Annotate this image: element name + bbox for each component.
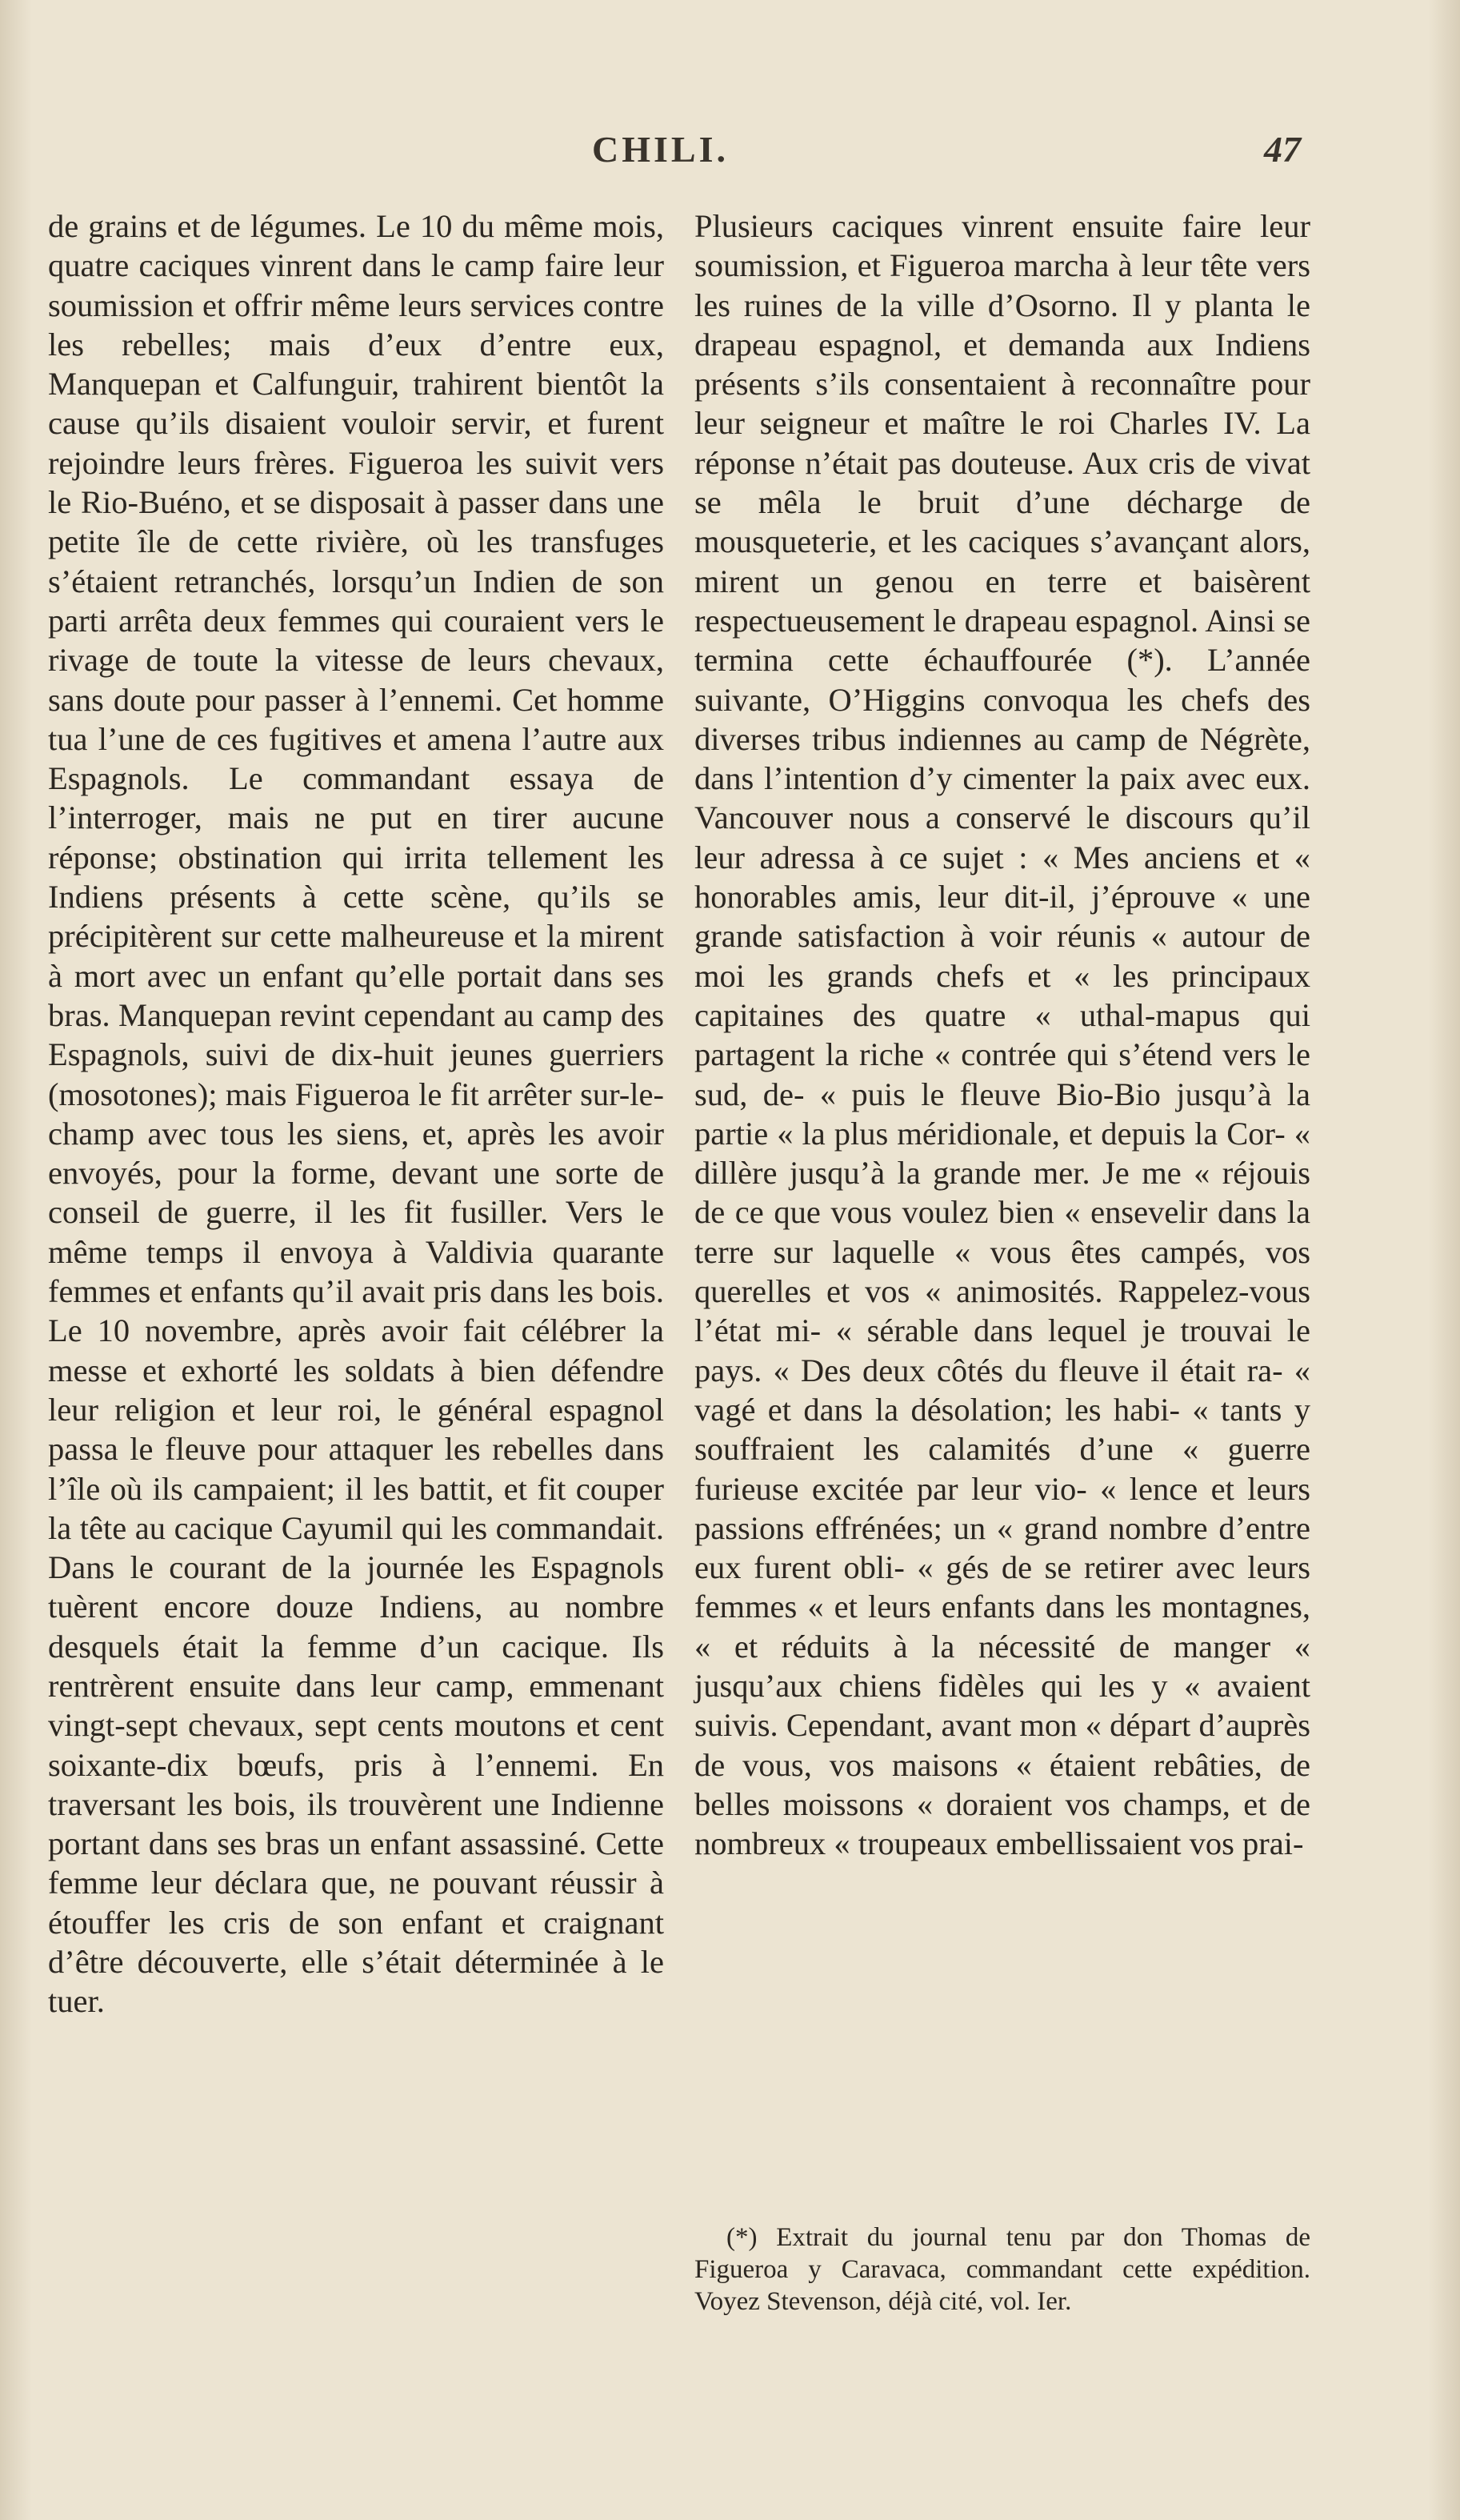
right-column-text: Plusieurs caciques vinrent ensuite faire leur soumission, et Figueroa marcha à leur tête vers les ruines de la ville d’Osorno. Il y planta le drapeau espagnol, et demanda aux Indiens présents s’ils consentaient à reconnaître pour leur seigneur et maître le roi Charles IV. La réponse n’était pas douteuse. Aux cris de vivat se mêla le bruit d’une décharge de mousqueterie, et les caciques s’avançant alors, mirent un genou en terre et baisèrent respectueusement le drapeau espagnol. Ainsi se termina cette échauffourée (*). L’année suivante, O’Higgins convoqua les chefs des diverses tribus indiennes au camp de Négrète, dans l’intention d’y cimenter la paix avec eux. Vancouver nous a conservé le discours qu’il leur adressa à ce sujet : « Mes anciens et « honorables amis, leur dit-il, j’éprouve « une grande satisfaction à voir réunis « autour de moi les grands chefs et « les principaux capitaines des quatre « uthal-mapus qui partagent la riche « contrée qui s’étend vers le sud, de- « puis le fleuve Bio-Bio jusqu’à la partie « la plus méridionale, et depuis la Cor- « dillère jusqu’à la grande mer. Je me « réjouis de ce que vous voulez bien « ensevelir dans la terre sur laquelle « vous êtes campés, vos querelles et vos « animosités. Rappelez-vous l’état mi- « sérable dans lequel je trouvai le pays. « Des deux côtés du fleuve il était ra- « vagé et dans la désolation; les habi- « tants y souffraient les calamités d’une « guerre furieuse excitée par leur vio- « lence et leurs passions effrénées; un « grand nombre d’entre eux furent obli- « gés de se retirer avec leurs femmes « et leurs enfants dans les montagnes, « et réduits à la nécessité de manger « jusqu’aux chiens fidèles qui les y « avaient suivis. Cependant, avant mon « départ d’auprès de vous, vos maisons « étaient rebâties, de belles moissons « doraient vos champs, et de nombreux « troupeaux embellissaient vos prai- xyxy=(694,208,1310,1862)
right-column xyxy=(694,206,1310,1863)
page-header xyxy=(0,128,1460,176)
running-title: CHILI. xyxy=(592,129,729,170)
footnote-text: (*) Extrait du journal tenu par don Thomas de Figueroa y Caravaca, commandant cette expédition. Voyez Stevenson, déjà cité, vol. Ier. xyxy=(694,2223,1310,2316)
left-column-text: de grains et de légumes. Le 10 du même mois, quatre caciques vinrent dans le camp faire leur soumission et offrir même leurs services contre les rebelles; mais d’eux d’entre eux, Manquepan et Calfunguir, trahirent bientôt la cause qu’ils disaient vouloir servir, et furent rejoindre leurs frères. Figueroa les suivit vers le Rio-Buéno, et se disposait à passer dans une petite île de cette rivière, où les transfuges s’étaient retranchés, lorsqu’un Indien de son parti arrêta deux femmes qui couraient vers le rivage de toute la vitesse de leurs chevaux, sans doute pour passer à l’ennemi. Cet homme tua l’une de ces fugitives et amena l’autre aux Espagnols. Le commandant essaya de l’interroger, mais ne put en tirer aucune réponse; obstination qui irrita tellement les Indiens présents à cette scène, qu’ils se précipitèrent sur cette malheureuse et la mirent à mort avec un enfant qu’elle portait dans ses bras. Manquepan revint cependant au camp des Espagnols, suivi de dix-huit jeunes guerriers (mosotones); mais Figueroa le fit arrêter sur-le-champ avec tous les siens, et, après les avoir envoyés, pour la forme, devant une sorte de conseil de guerre, il les fit fusiller. Vers le même temps il envoya à Valdivia quarante femmes et enfants qu’il avait pris dans les bois. Le 10 novembre, après avoir fait célébrer la messe et exhorté les soldats à bien défendre leur religion et leur roi, le général espagnol passa le fleuve pour attaquer les rebelles dans l’île où ils campaient; il les battit, et fit couper la tête au cacique Cayumil qui les commandait. Dans le courant de la journée les Espagnols tuèrent encore douze Indiens, au nombre desquels était la femme d’un cacique. Ils rentrèrent ensuite dans leur camp, emmenant vingt-sept chevaux, sept cents moutons et cent soixante-dix bœufs, pris à l’ennemi. En traversant les bois, ils trouvèrent une Indienne portant dans ses bras un enfant assassiné. Cette femme leur déclara que, ne pouvant réussir à étouffer les cris de son enfant et craignant d’être découverte, elle s’était déterminée à le tuer. xyxy=(48,208,664,2020)
page-edge-shadow-right xyxy=(1428,0,1460,2520)
footnote xyxy=(694,2222,1310,2318)
left-column xyxy=(48,206,664,2021)
page-number: 47 xyxy=(1264,129,1301,170)
page-edge-shadow-left xyxy=(0,0,32,2520)
